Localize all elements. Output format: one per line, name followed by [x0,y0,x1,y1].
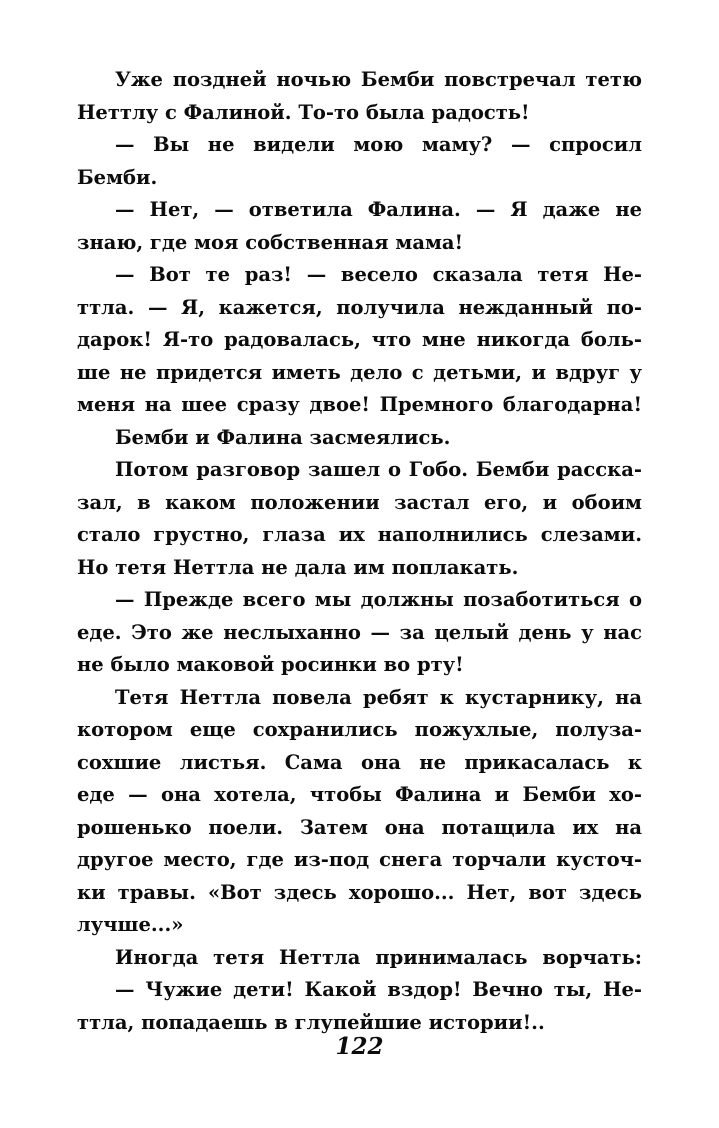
text-line: — Вы не видели мою маму? — спросил [115,133,642,156]
text-line: Бемби. [77,165,158,189]
text-line: сохшие листья. Сама она не прикасалась к [77,750,642,774]
text-line: Бемби и Фалина засмеялись. [115,425,451,449]
text-line: ки травы. «Вот здесь хорошо... Нет, вот здесь [77,880,642,904]
text-line: еде — она хотела, чтобы Фалина и Бемби хо- [77,783,642,806]
text-line: меня на шее сразу двое! Премного благодарна! [77,393,642,416]
text-line: еде. Это же неслыханно — за целый день у нас [77,620,642,644]
text-line: рошенько поели. Затем она потащила их на [77,815,642,839]
page-number: 122 [335,1033,384,1060]
text-line: — Вот те раз! — весело сказала тетя Не- [115,263,642,286]
text-line: — Нет, — ответила Фалина. — Я даже не [115,198,642,221]
text-line: Уже поздней ночью Бемби повстречал тетю [115,68,642,91]
text-line: Неттлу с Фалиной. То-то была радость! [77,100,530,124]
text-line: Потом разговор зашел о Гобо. Бемби расска- [115,458,642,481]
text-line: ттла, попадаешь в глупейшие истории!.. [77,1010,545,1034]
text-line: ттла. — Я, кажется, получила нежданный по- [77,295,642,319]
text-line: котором еще сохранились пожухлые, полуза- [77,718,642,741]
text-line: — Прежде всего мы должны позаботиться о [115,588,642,611]
text-line: лучше...» [77,913,184,936]
text-line: Иногда тетя Неттла принималась ворчать: [115,945,642,969]
text-line: не было маковой росинки во рту! [77,653,464,676]
text-line: — Чужие дети! Какой вздор! Вечно ты, Не- [115,978,642,1001]
text-line: стало грустно, глаза их наполнились слезами. [77,523,642,546]
text-line: ше не придется иметь дело с детьми, и вдруг у [77,360,642,384]
text-line: дарок! Я-то радовалась, что мне никогда боль- [77,328,642,351]
text-line: Но тетя Неттла не дала им поплакать. [77,555,519,579]
text-line: Тетя Неттла повела ребят к кустарнику, на [115,685,642,709]
text-line: зал, в каком положении застал его, и обоим [77,490,642,514]
body-text [77,64,642,1039]
text-line: другое место, где из-под снега торчали кусточ- [77,848,642,871]
text-line: знаю, где моя собственная мама! [77,230,464,254]
